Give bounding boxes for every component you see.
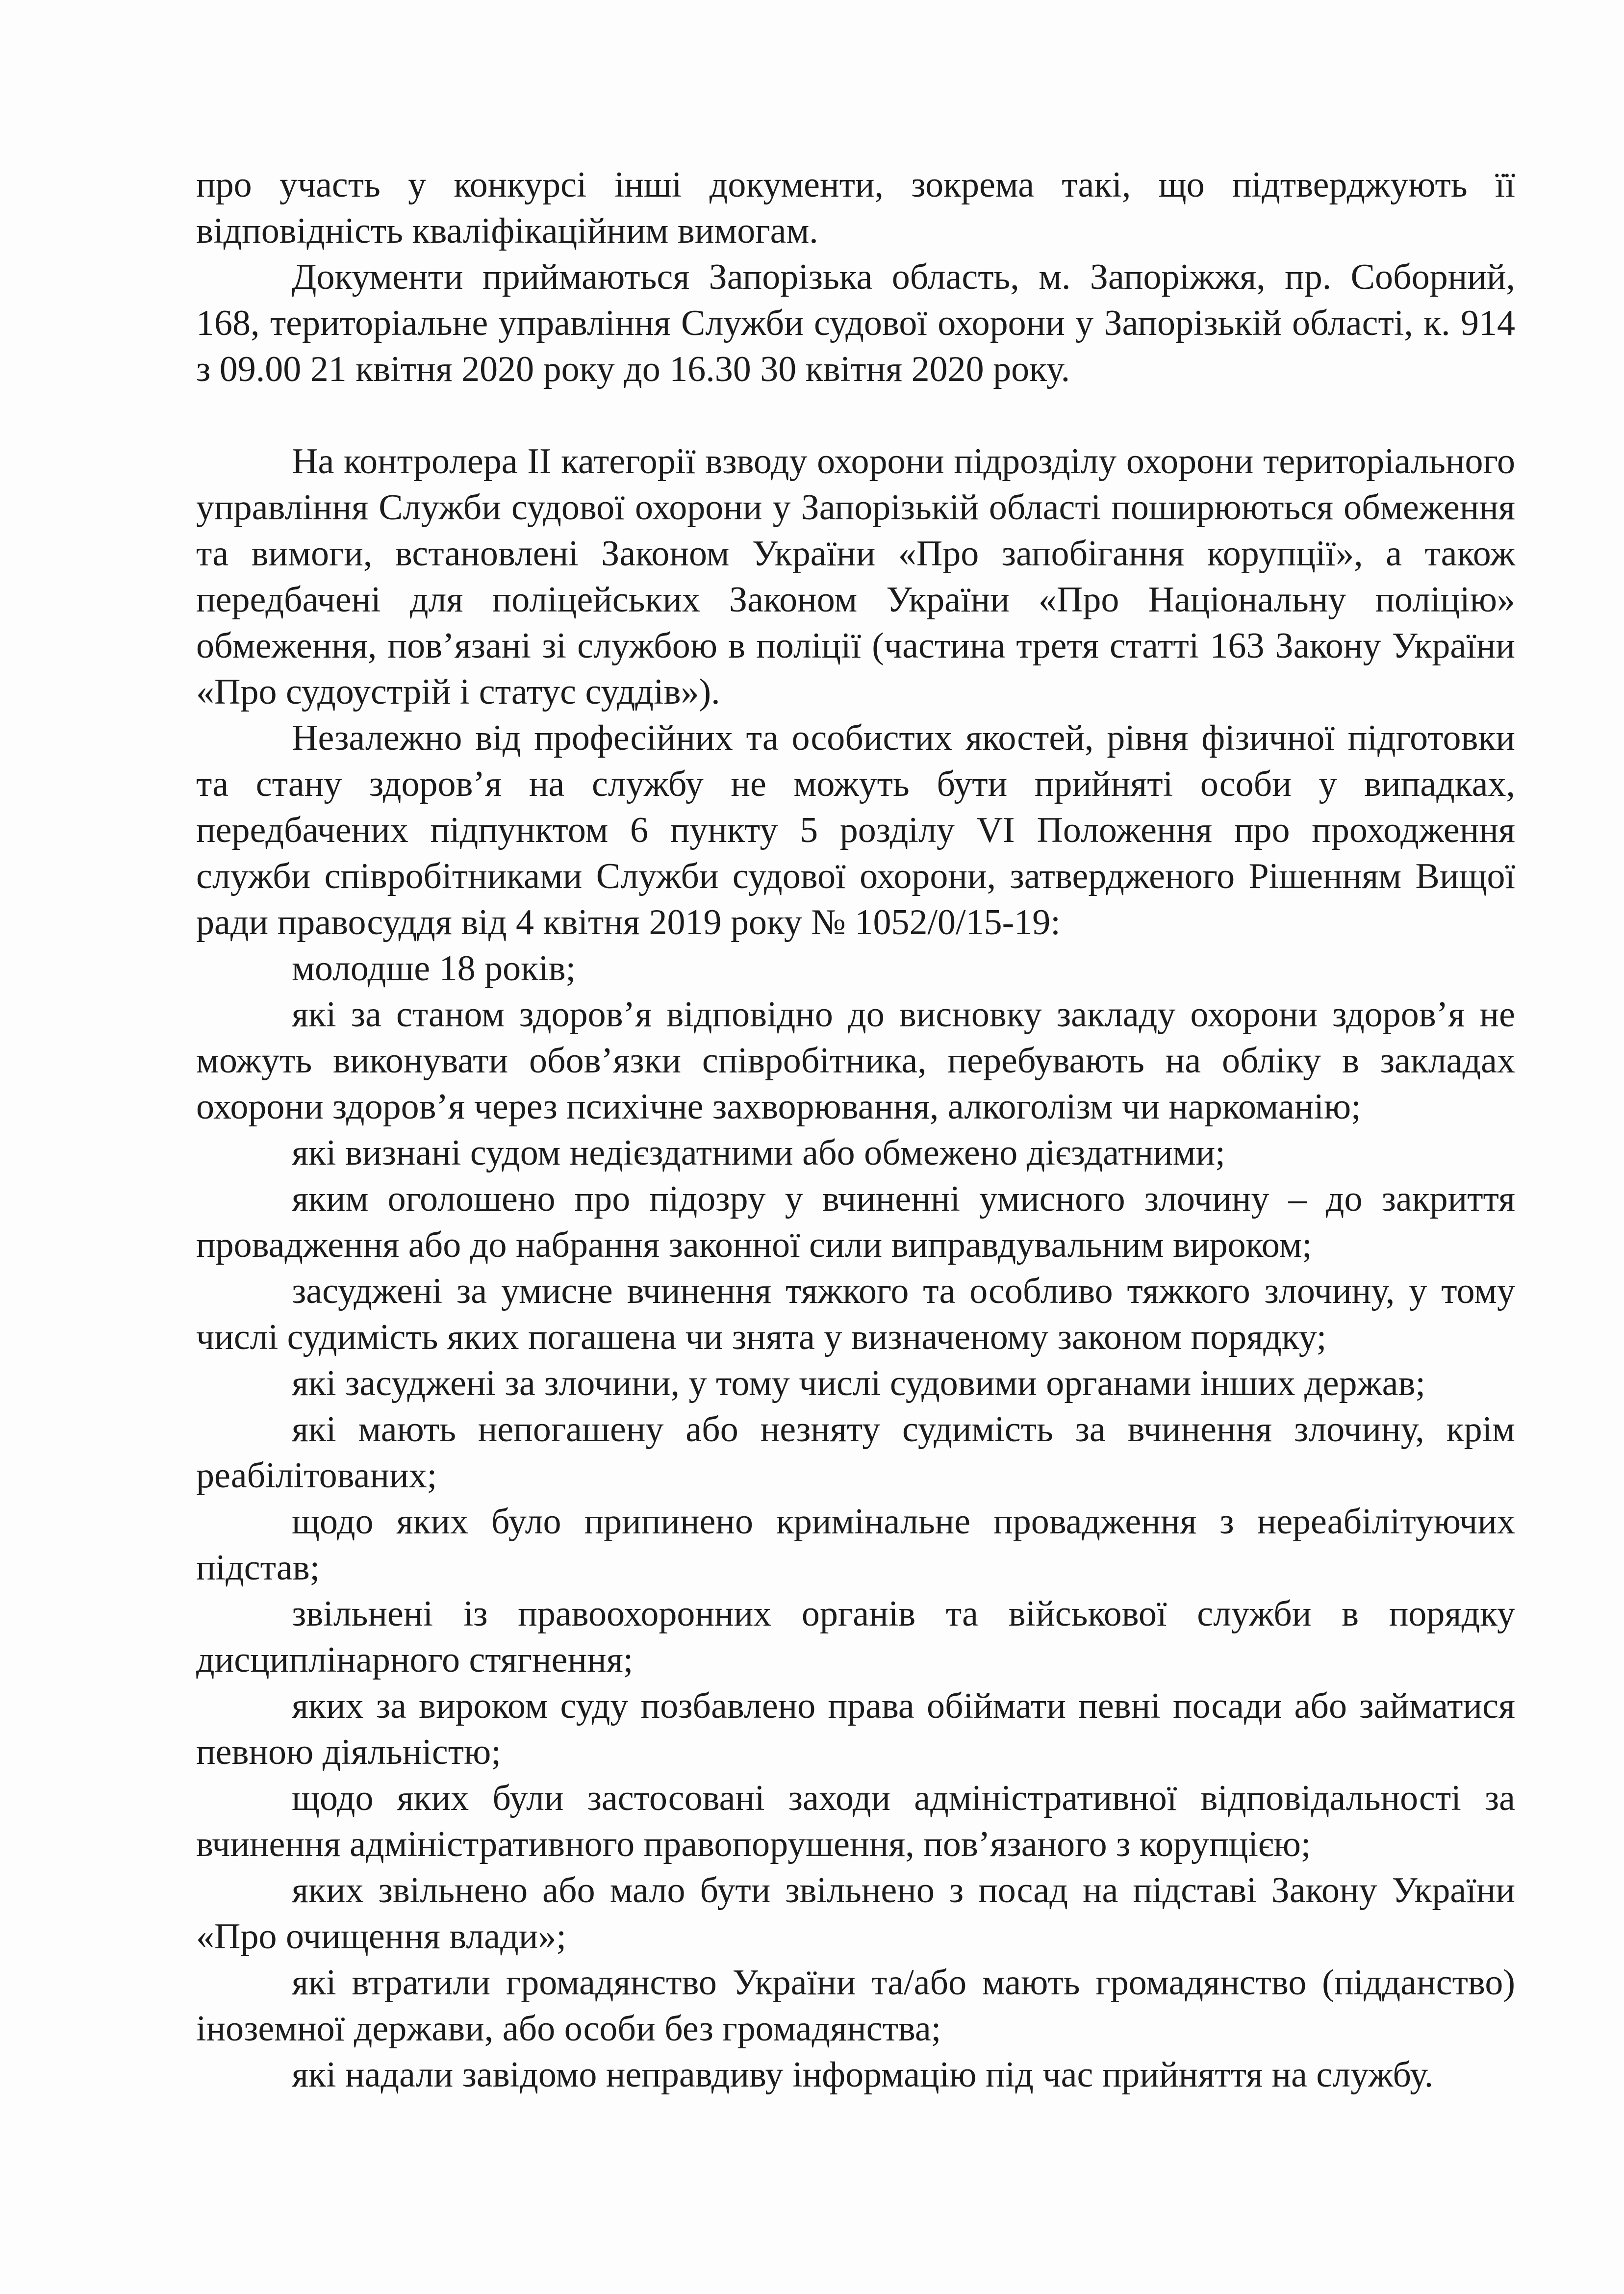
list-item: засуджені за умисне вчинення тяжкого та особливо тяжкого злочину, у тому числі судимість яких погашена чи знята у визначеному законом порядку; xyxy=(196,1271,1515,1357)
list-item: щодо яких було припинено кримінальне провадження з нереабілітуючих підстав; xyxy=(196,1502,1515,1588)
list-item: які визнані судом недієздатними або обмежено дієздатними; xyxy=(292,1133,1225,1173)
paragraph-ineligibility-intro: Незалежно від професійних та особистих якостей, рівня фізичної підготовки та стану здоров’я на службу не можуть бути прийняті особи у випадках, передбачених підпунктом 6 пункту 5 розділу VI Положення про проходження служби співробітниками Служби судової охорони, затвердженого Рішенням Вищої ради правосуддя від 4 квітня 2019 року № 1052/0/15-19: xyxy=(196,718,1515,943)
list-item: молодше 18 років; xyxy=(292,948,576,989)
document-body xyxy=(196,162,1515,2098)
list-item: яких звільнено або мало бути звільнено з посад на підставі Закону України «Про очищення влади»; xyxy=(196,1870,1515,1957)
list-item: які втратили громадянство України та/або мають громадянство (підданство) іноземної держави, або особи без громадянства; xyxy=(196,1963,1515,2049)
paragraph-continuation: про участь у конкурсі інші документи, зокрема такі, що підтверджують її відповідність кваліфікаційним вимогам. xyxy=(196,165,1515,251)
list-item: які мають непогашену або незняту судимість за вчинення злочину, крім реабілітованих; xyxy=(196,1409,1515,1496)
list-item: звільнені із правоохоронних органів та військової служби в порядку дисциплінарного стягнення; xyxy=(196,1594,1515,1680)
list-item: яких за вироком суду позбавлено права обіймати певні посади або займатися певною діяльністю; xyxy=(196,1686,1515,1772)
list-item: які засуджені за злочини, у тому числі судовими органами інших держав; xyxy=(292,1363,1426,1403)
paragraph-restrictions: На контролера ІІ категорії взводу охорони підрозділу охорони територіального управління Служби судової охорони у Запорізькій області поширюються обмеження та вимоги, встановлені Законом України «Про запобігання корупції», а також передбачені для поліцейських Законом України «Про Національну поліцію» обмеження, пов’язані зі службою в поліції (частина третя статті 163 Закону України «Про судоустрій і статус суддів»). xyxy=(196,441,1515,712)
list-item: які за станом здоров’я відповідно до висновку закладу охорони здоров’я не можуть виконувати обов’язки співробітника, перебувають на обліку в закладах охорони здоров’я через психічне захворювання, алкоголізм чи наркоманію; xyxy=(196,994,1515,1127)
paragraph-submission-address: Документи приймаються Запорізька область, м. Запоріжжя, пр. Соборний, 168, територіальне управління Служби судової охорони у Запорізькій області, к. 914 з 09.00 21 квітня 2020 року до 16.30 30 квітня 2020 року. xyxy=(196,257,1515,389)
list-item: які надали завідомо неправдиву інформацію під час прийняття на службу. xyxy=(292,2055,1434,2095)
list-item: яким оголошено про підозру у вчиненні умисного злочину – до закриття провадження або до набрання законної сили виправдувальним вироком; xyxy=(196,1179,1515,1265)
paragraph-spacer xyxy=(196,392,1515,438)
list-item: щодо яких були застосовані заходи адміністративної відповідальності за вчинення адміністративного правопорушення, пов’язаного з корупцією; xyxy=(196,1778,1515,1864)
